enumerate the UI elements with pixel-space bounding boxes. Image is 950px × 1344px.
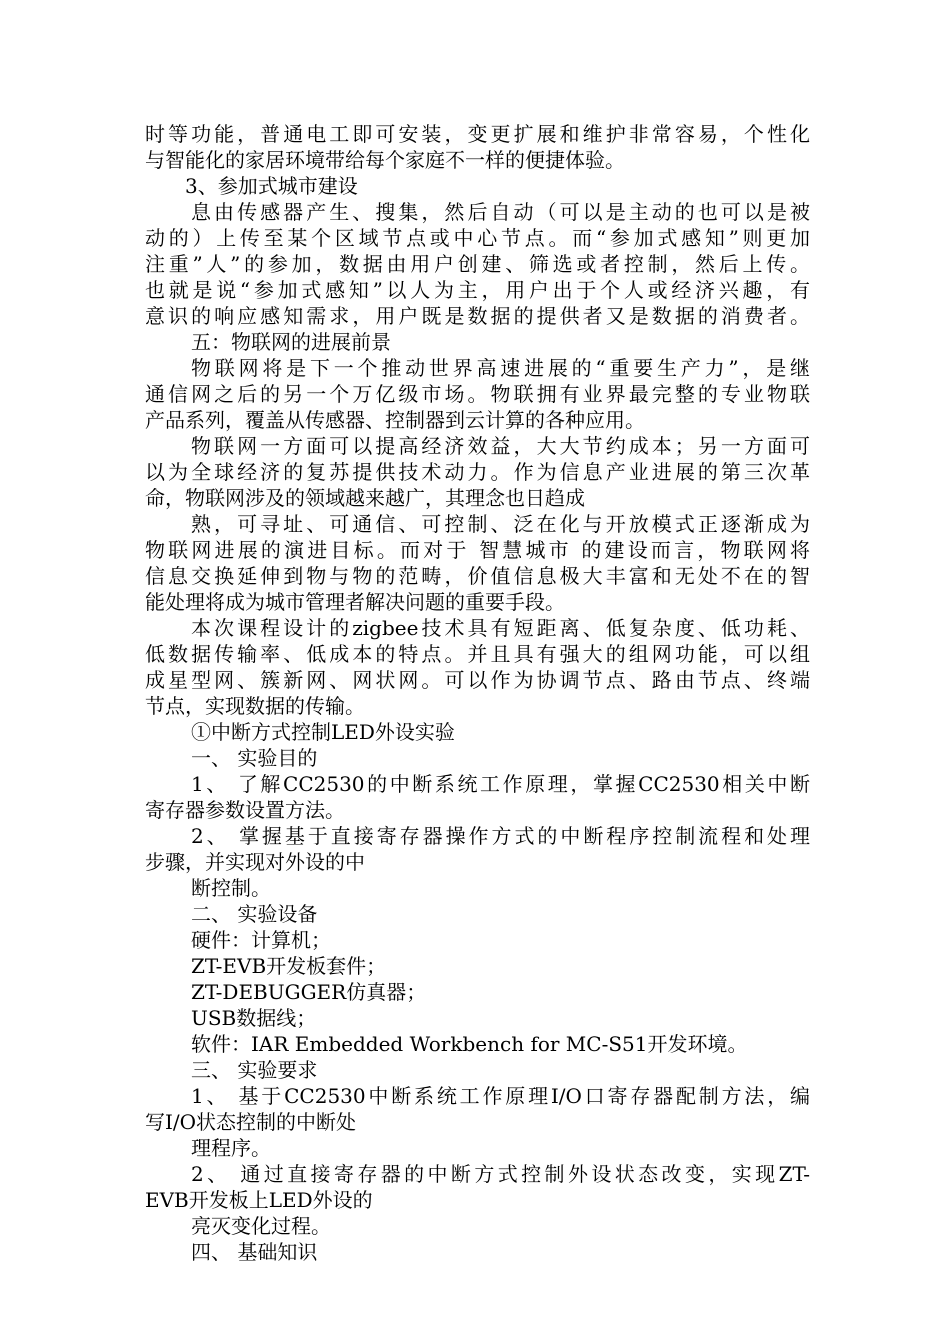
text-line: 1、 基于CC2530中断系统工作原理I/O口寄存器配制方法，编 — [191, 1084, 810, 1108]
text-line: 动的）上传至某个区域节点或中心节点。而“参加式感知”则更加 — [145, 226, 810, 250]
text-line: 三、 实验要求 — [191, 1058, 318, 1082]
text-line: 意识的响应感知需求，用户既是数据的提供者又是数据的消费者。 — [145, 304, 810, 328]
text-line: 能处理将成为城市管理者解决问题的重要手段。 — [145, 590, 565, 614]
text-line: 2、 掌握基于直接寄存器操作方式的中断程序控制流程和处理 — [191, 824, 810, 848]
text-line: EVB开发板上LED外设的 — [145, 1188, 373, 1212]
text-line: 四、 基础知识 — [191, 1240, 318, 1264]
text-line: 理程序。 — [191, 1136, 271, 1160]
text-line: ZT-DEBUGGER仿真器； — [191, 980, 427, 1004]
text-line: 物联网一方面可以提高经济效益，大大节约成本；另一方面可 — [191, 434, 810, 458]
text-line: 物联网进展的演进目标。而对于 智慧城市 的建设而言，物联网将 — [145, 538, 810, 562]
text-line: 一、 实验目的 — [191, 746, 318, 770]
text-line: 节点，实现数据的传输。 — [145, 694, 365, 718]
text-line: USB数据线； — [191, 1006, 317, 1030]
text-line: 3、参加式城市建设 — [185, 174, 358, 198]
text-line: 硬件：计算机； — [191, 928, 331, 952]
text-line: 1、 了解CC2530的中断系统工作原理，掌握CC2530相关中断 — [191, 772, 810, 796]
text-line: ①中断方式控制LED外设实验 — [191, 720, 455, 744]
text-line: ZT-EVB开发板套件； — [191, 954, 387, 978]
text-line: 低数据传输率、低成本的特点。并且具有强大的组网功能，可以组 — [145, 642, 810, 666]
text-line: 信息交换延伸到物与物的范畴，价值信息极大丰富和无处不在的智 — [145, 564, 810, 588]
text-line: 五：物联网的进展前景 — [191, 330, 391, 354]
text-line: 息由传感器产生、搜集，然后自动（可以是主动的也可以是被 — [191, 200, 810, 224]
text-line: 二、 实验设备 — [191, 902, 318, 926]
text-line: 本次课程设计的zigbee技术具有短距离、低复杂度、低功耗、 — [191, 616, 810, 640]
text-line: 成星型网、簇新网、网状网。可以作为协调节点、路由节点、终端 — [145, 668, 810, 692]
document-body — [145, 121, 810, 1265]
text-line: 也就是说“参加式感知”以人为主，用户出于个人或经济兴趣，有 — [145, 278, 810, 302]
text-line: 以为全球经济的复苏提供技术动力。作为信息产业进展的第三次革 — [145, 460, 810, 484]
text-line: 软件：IAR Embedded Workbench for MC-S51开发环境。 — [191, 1032, 748, 1056]
text-line: 物联网将是下一个推动世界高速进展的“重要生产力”，是继 — [191, 356, 810, 380]
text-line: 产品系列，覆盖从传感器、控制器到云计算的各种应用。 — [145, 408, 645, 432]
text-line: 通信网之后的另一个万亿级市场。物联拥有业界最完整的专业物联 — [145, 382, 810, 406]
text-line: 命，物联网涉及的领域越来越广，其理念也日趋成 — [145, 486, 585, 510]
text-line: 断控制。 — [191, 876, 271, 900]
text-line: 步骤，并实现对外设的中 — [145, 850, 365, 874]
text-line: 熟，可寻址、可通信、可控制、泛在化与开放模式正逐渐成为 — [191, 512, 810, 536]
text-line: 亮灭变化过程。 — [191, 1214, 331, 1238]
text-line: 寄存器参数设置方法。 — [145, 798, 345, 822]
text-line: 写I/O状态控制的中断处 — [145, 1110, 357, 1134]
text-line: 时等功能，普通电工即可安装，变更扩展和维护非常容易，个性化 — [145, 122, 810, 146]
text-line: 注重”人”的参加，数据由用户创建、筛选或者控制，然后上传。 — [145, 252, 810, 276]
text-line: 2、 通过直接寄存器的中断方式控制外设状态改变，实现ZT- — [191, 1162, 810, 1186]
text-line: 与智能化的家居环境带给每个家庭不一样的便捷体验。 — [145, 148, 625, 172]
